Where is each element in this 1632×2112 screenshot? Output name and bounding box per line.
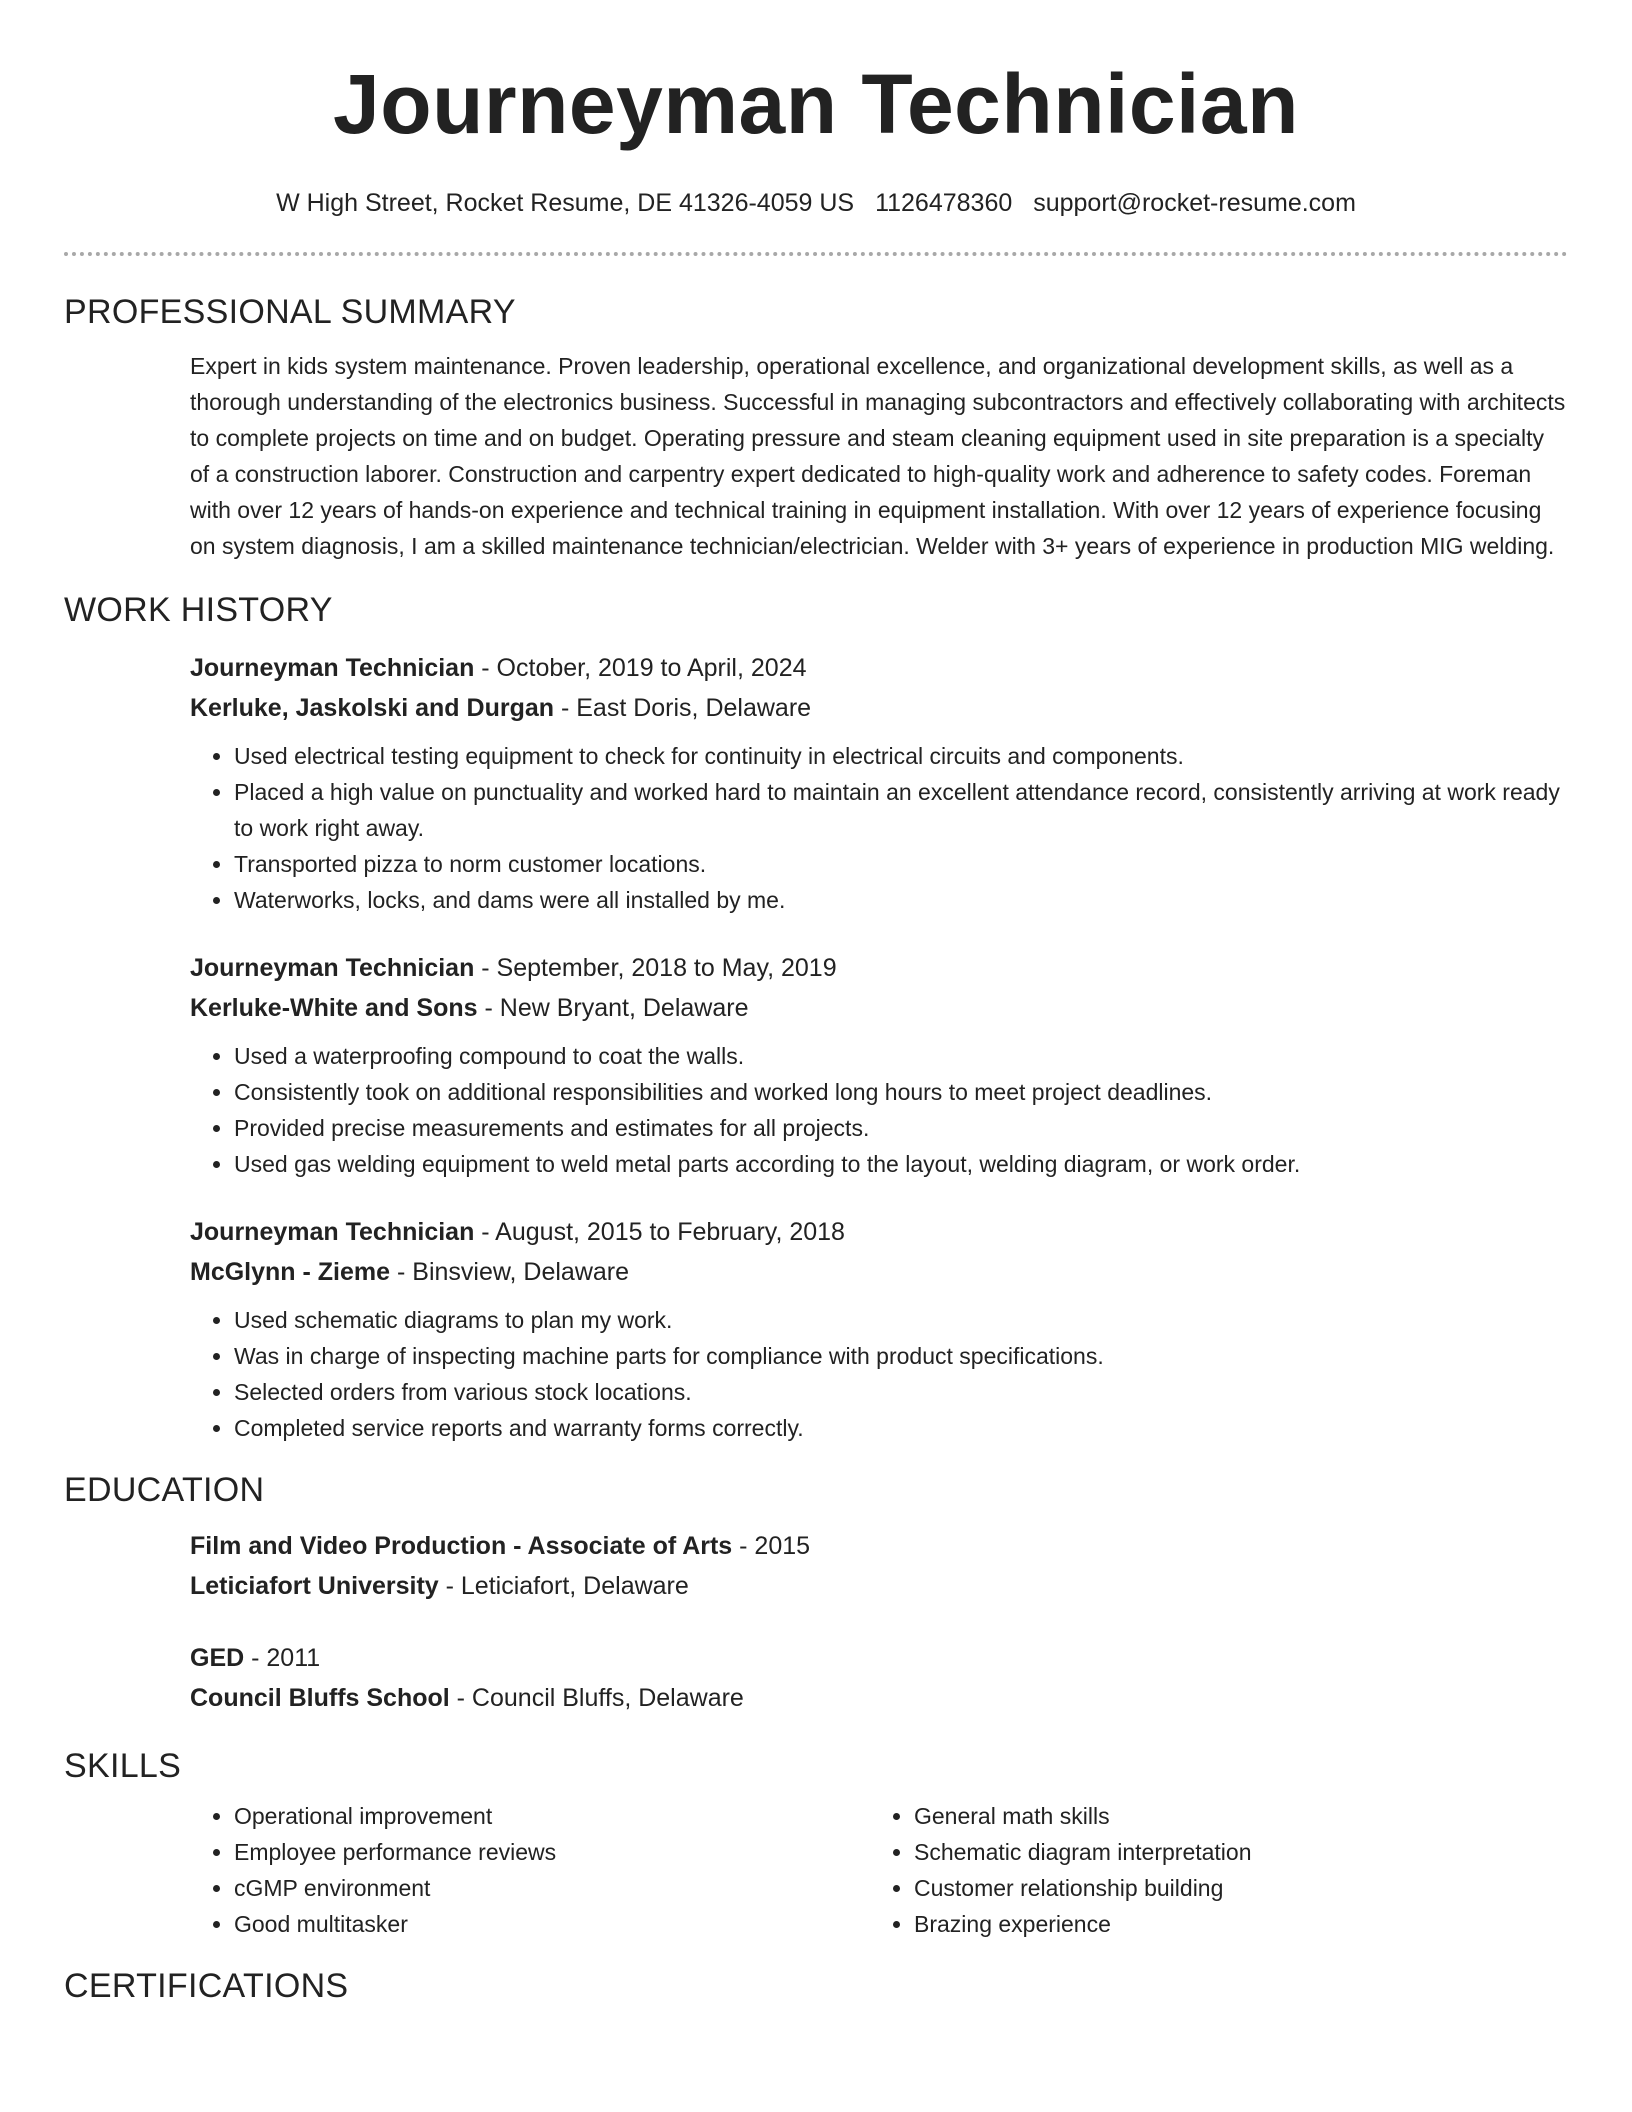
list-item: • cGMP environment bbox=[234, 1870, 870, 1906]
contact-address: W High Street, Rocket Resume, DE 41326-4059 US bbox=[276, 189, 855, 217]
education-heading: EDUCATION bbox=[64, 1471, 265, 1509]
list-item: • Was in charge of inspecting machine parts for compliance with product specifications. bbox=[234, 1338, 1568, 1374]
education-school: Leticiafort University bbox=[190, 1572, 439, 1600]
education-location: - Council Bluffs, Delaware bbox=[449, 1684, 744, 1712]
job-role: Journeyman Technician bbox=[190, 954, 475, 982]
job-role: Journeyman Technician bbox=[190, 654, 475, 682]
summary-heading: PROFESSIONAL SUMMARY bbox=[64, 293, 516, 331]
certifications-heading: CERTIFICATIONS bbox=[64, 1967, 349, 2005]
list-item: • Transported pizza to norm customer locations. bbox=[234, 846, 1568, 882]
job-entry bbox=[190, 948, 1568, 1182]
list-item: • Waterworks, locks, and dams were all installed by me. bbox=[234, 882, 1568, 918]
skills-list-right bbox=[870, 1798, 1550, 1942]
contact-phone: 1126478360 bbox=[875, 189, 1013, 217]
resume-name: Journeyman Technician bbox=[333, 57, 1299, 151]
job-company-line bbox=[190, 988, 1568, 1028]
job-title-line bbox=[190, 948, 1568, 988]
list-item: • General math skills bbox=[914, 1798, 1550, 1834]
list-item: • Used gas welding equipment to weld metal parts according to the layout, welding diagram, or work order. bbox=[234, 1146, 1568, 1182]
job-title-line bbox=[190, 1212, 1568, 1252]
job-location: - East Doris, Delaware bbox=[554, 694, 812, 722]
contact-email: support@rocket-resume.com bbox=[1033, 189, 1356, 217]
education-location: - Leticiafort, Delaware bbox=[438, 1572, 689, 1600]
list-item: • Customer relationship building bbox=[914, 1870, 1550, 1906]
education-degree-line bbox=[190, 1526, 1568, 1566]
list-item: • Schematic diagram interpretation bbox=[914, 1834, 1550, 1870]
list-item: • Completed service reports and warranty forms correctly. bbox=[234, 1410, 1568, 1446]
education-section bbox=[64, 1526, 1568, 1718]
education-school-line bbox=[190, 1678, 1568, 1718]
job-bullets bbox=[190, 1302, 1568, 1446]
list-item: • Operational improvement bbox=[234, 1798, 870, 1834]
job-entry bbox=[190, 1212, 1568, 1446]
education-entry bbox=[190, 1526, 1568, 1606]
job-role: Journeyman Technician bbox=[190, 1218, 475, 1246]
education-school-line bbox=[190, 1566, 1568, 1606]
job-title-line bbox=[190, 648, 1568, 688]
job-company: Kerluke-White and Sons bbox=[190, 994, 478, 1022]
list-item: • Used a waterproofing compound to coat the walls. bbox=[234, 1038, 1568, 1074]
contact-line bbox=[64, 184, 1568, 222]
education-degree: Film and Video Production - Associate of Arts bbox=[190, 1532, 733, 1560]
list-item: • Selected orders from various stock locations. bbox=[234, 1374, 1568, 1410]
job-company: Kerluke, Jaskolski and Durgan bbox=[190, 694, 555, 722]
job-dates: - September, 2018 to May, 2019 bbox=[474, 954, 837, 982]
list-item: • Brazing experience bbox=[914, 1906, 1550, 1942]
education-year: - 2011 bbox=[244, 1644, 321, 1672]
job-dates: - August, 2015 to February, 2018 bbox=[474, 1218, 845, 1246]
list-item: • Consistently took on additional responsibilities and worked long hours to meet project deadlines. bbox=[234, 1074, 1568, 1110]
job-bullets bbox=[190, 738, 1568, 918]
education-school: Council Bluffs School bbox=[190, 1684, 450, 1712]
job-company-line bbox=[190, 1252, 1568, 1292]
job-entry bbox=[190, 648, 1568, 918]
work-history-section bbox=[64, 648, 1568, 1446]
list-item: • Used electrical testing equipment to check for continuity in electrical circuits and components. bbox=[234, 738, 1568, 774]
job-dates: - October, 2019 to April, 2024 bbox=[474, 654, 807, 682]
education-degree: GED bbox=[190, 1644, 245, 1672]
skills-section bbox=[64, 1798, 1568, 1942]
work-history-heading: WORK HISTORY bbox=[64, 591, 333, 629]
list-item: • Used schematic diagrams to plan my work. bbox=[234, 1302, 1568, 1338]
job-company-line bbox=[190, 688, 1568, 728]
list-item: • Employee performance reviews bbox=[234, 1834, 870, 1870]
job-location: - New Bryant, Delaware bbox=[477, 994, 749, 1022]
list-item: • Provided precise measurements and estimates for all projects. bbox=[234, 1110, 1568, 1146]
job-location: - Binsview, Delaware bbox=[390, 1258, 630, 1286]
job-bullets bbox=[190, 1038, 1568, 1182]
education-entry bbox=[190, 1638, 1568, 1718]
summary-text: Expert in kids system maintenance. Proven leadership, operational excellence, and organizational development skills, as well as a thorough understanding of the electronics business. Successful in managing subcontractors and effectively collaborating with architects to complete projects on time and on budget. Operating pressure and steam cleaning equipment used in site preparation is a specialty of a construction laborer. Construction and carpentry expert dedicated to high-quality work and adherence to safety codes. Foreman with over 12 years of hands-on experience and technical training in equipment installation. With over 12 years of experience focusing on system diagnosis, I am a skilled maintenance technician/electrician. Welder with 3+ years of experience in production MIG welding. bbox=[190, 353, 1566, 559]
education-degree-line bbox=[190, 1638, 1568, 1678]
education-year: - 2015 bbox=[732, 1532, 811, 1560]
skills-heading: SKILLS bbox=[64, 1747, 182, 1785]
job-company: McGlynn - Zieme bbox=[190, 1258, 391, 1286]
list-item: • Good multitasker bbox=[234, 1906, 870, 1942]
skills-grid bbox=[190, 1798, 1568, 1942]
list-item: • Placed a high value on punctuality and worked hard to maintain an excellent attendance record, consistently arriving at work ready to work right away. bbox=[234, 774, 1568, 846]
skills-list-left bbox=[190, 1798, 870, 1942]
header-divider bbox=[64, 252, 1568, 256]
summary-section bbox=[64, 348, 1568, 564]
